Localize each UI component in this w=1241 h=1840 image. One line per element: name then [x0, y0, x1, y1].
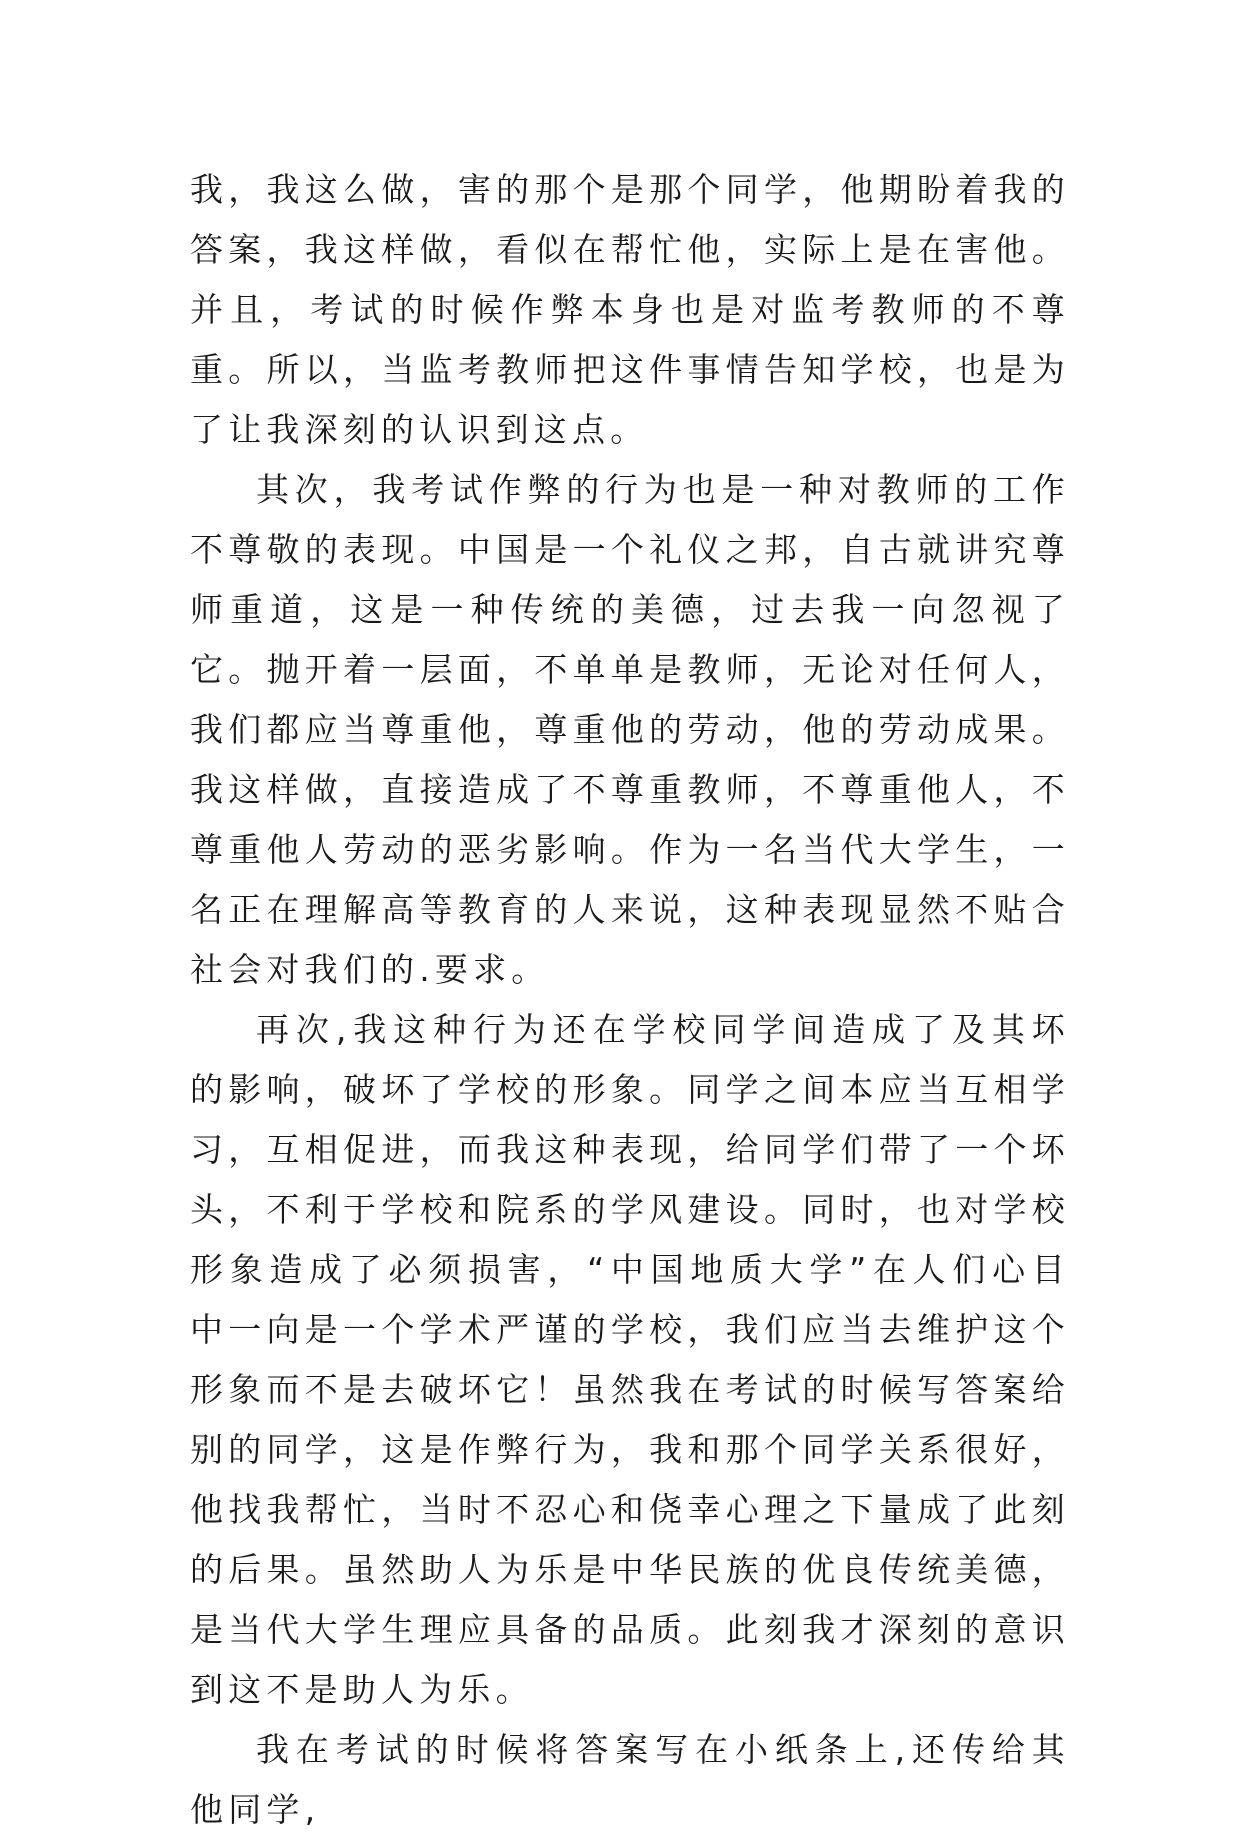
paragraph-1: 我，我这么做，害的那个是那个同学，他期盼着我的答案，我这样做，看似在帮忙他，实际上是在害他。并且，考试的时候作弊本身也是对监考教师的不尊重。所以，当监考教师把这件事情告知学校，也是为了让我深刻的认识到这点。 — [190, 170, 1070, 449]
paragraph-4: 我在考试的时候将答案写在小纸条上,还传给其他同学, — [190, 1730, 1070, 1829]
paragraph-3: 再次,我这种行为还在学校同学间造成了及其坏的影响，破坏了学校的形象。同学之间本应当互相学习，互相促进，而我这种表现，给同学们带了一个坏头，不利于学校和院系的学风建设。同时，也对学校形象造成了必须损害，“中国地质大学”在人们心目中一向是一个学术严谨的学校，我们应当去维护这个形象而不是去破坏它！虽然我在考试的时候写答案给别的同学，这是作弊行为，我和那个同学关系很好，他找我帮忙，当时不忍心和侥幸心理之下量成了此刻的后果。虽然助人为乐是中华民族的优良传统美德，是当代大学生理应具备的品质。此刻我才深刻的意识到这不是助人为乐。 — [190, 1010, 1070, 1709]
document-body — [190, 160, 1070, 1840]
paragraph-2: 其次，我考试作弊的行为也是一种对教师的工作不尊敬的表现。中国是一个礼仪之邦，自古就讲究尊师重道，这是一种传统的美德，过去我一向忽视了它。抛开着一层面，不单单是教师，无论对任何人，我们都应当尊重他，尊重他的劳动，他的劳动成果。我这样做，直接造成了不尊重教师，不尊重他人，不尊重他人劳动的恶劣影响。作为一名当代大学生，一名正在理解高等教育的人来说，这种表现显然不贴合社会对我们的.要求。 — [190, 470, 1070, 989]
